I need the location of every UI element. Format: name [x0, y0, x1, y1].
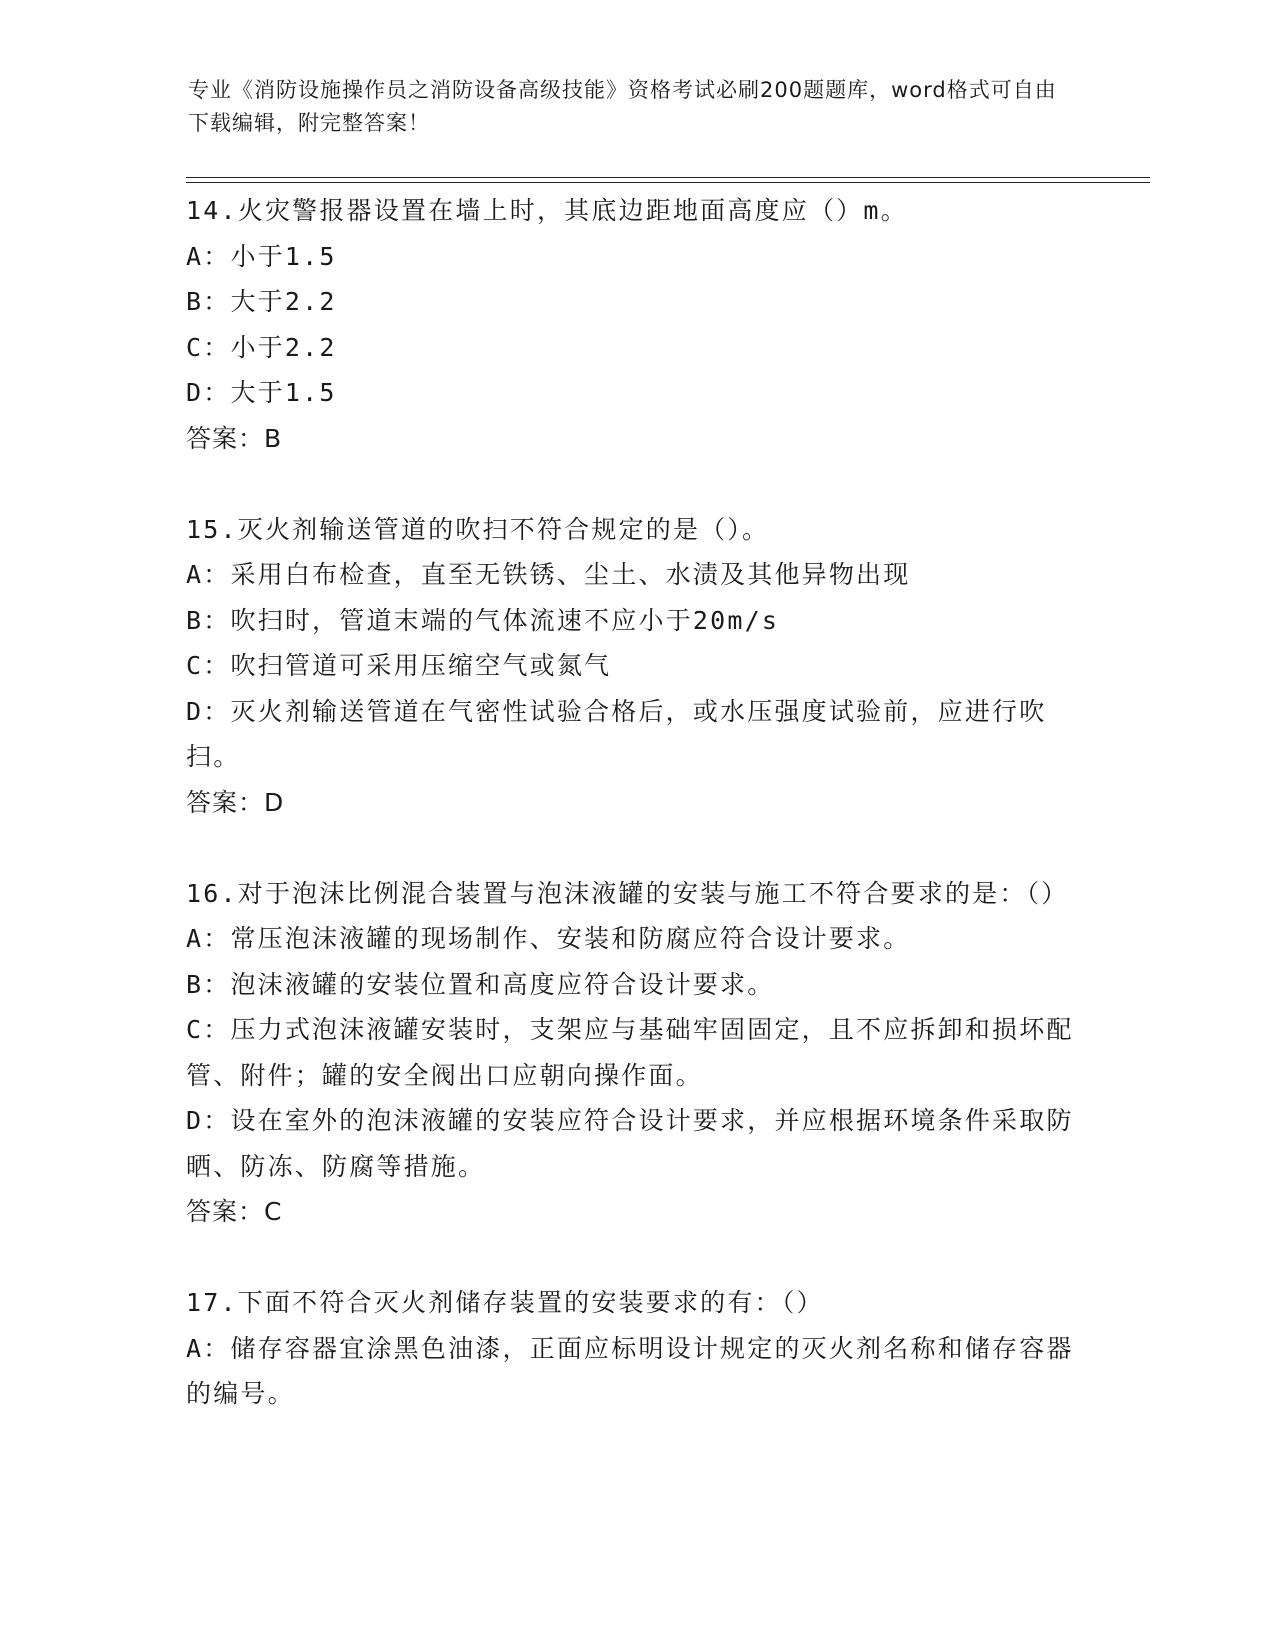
question-17: [186, 1280, 1086, 1417]
answer-label: 答案：C: [186, 1197, 283, 1226]
option-a: A：储存容器宜涂黑色油漆，正面应标明设计规定的灭火剂名称和储存容器的编号。: [186, 1333, 1074, 1408]
question-14: [186, 188, 1086, 461]
option-d: D：灭火剂输送管道在气密性试验合格后，或水压强度试验前，应进行吹扫。: [186, 696, 1047, 771]
question-list: [186, 188, 1086, 1417]
option-b: B：大于2.2: [186, 287, 337, 316]
option-c: C：小于2.2: [186, 332, 337, 362]
option-b: B：吹扫时，管道末端的气体流速不应小于20m/s: [186, 605, 780, 635]
option-b: B：泡沫液罐的安装位置和高度应符合设计要求。: [186, 969, 775, 999]
question-stem: 17.下面不符合灭火剂储存装置的安装要求的有：（）: [186, 1288, 824, 1317]
header-divider-bottom: [186, 182, 1150, 183]
option-c: C：压力式泡沫液罐安装时，支架应与基础牢固固定，且不应拆卸和损坏配管、附件；罐的安全阀出口应朝向操作面。: [186, 1015, 1074, 1090]
answer-label: 答案：B: [186, 423, 283, 453]
question-stem: 15.灭火剂输送管道的吹扫不符合规定的是（）。: [186, 514, 770, 544]
option-a: A：采用白布检查，直至无铁锈、尘土、水渍及其他异物出现: [186, 560, 911, 589]
question-spacer: [186, 1235, 1086, 1281]
document-header: 专业《消防设施操作员之消防设备高级技能》资格考试必刷200题题库，word格式可自由下载编辑，附完整答案！: [188, 78, 1057, 135]
option-d: D：设在室外的泡沫液罐的安装应符合设计要求，并应根据环境条件采取防晒、防冻、防腐等措施。: [186, 1106, 1074, 1181]
question-16: [186, 871, 1086, 1235]
option-c: C：吹扫管道可采用压缩空气或氮气: [186, 651, 612, 680]
question-stem: 16.对于泡沫比例混合装置与泡沫液罐的安装与施工不符合要求的是：（）: [186, 878, 1069, 908]
question-spacer: [186, 461, 1086, 507]
option-a: A：常压泡沫液罐的现场制作、安装和防腐应符合设计要求。: [186, 924, 911, 953]
header-divider-top: [186, 177, 1150, 178]
option-a: A：小于1.5: [186, 241, 337, 271]
option-d: D：大于1.5: [186, 378, 337, 407]
answer-label: 答案：D: [186, 787, 285, 817]
question-15: [186, 507, 1086, 826]
question-stem: 14.火灾警报器设置在墙上时，其底边距地面高度应（）m。: [186, 196, 908, 225]
question-spacer: [186, 825, 1086, 871]
